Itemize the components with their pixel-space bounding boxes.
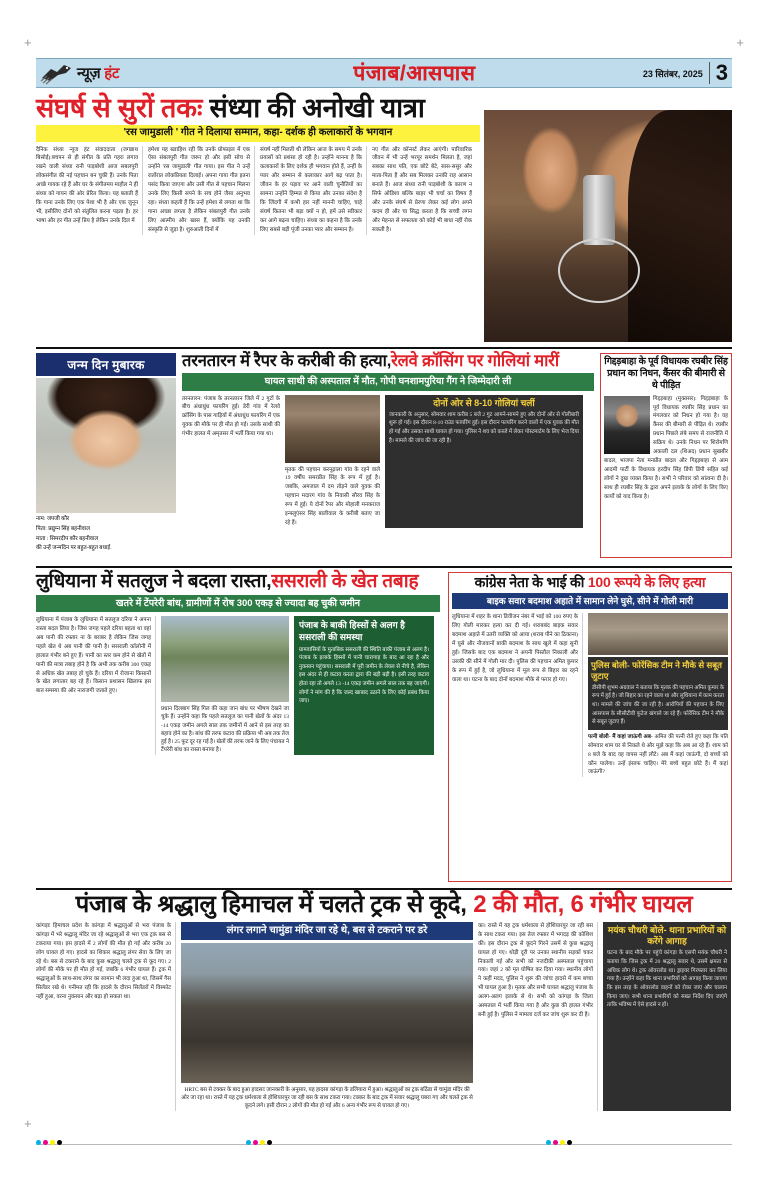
lead-story-photo	[484, 110, 732, 342]
black-dot-icon	[567, 1140, 572, 1145]
congress-columns	[452, 613, 728, 777]
cmyk-dot-group	[546, 1140, 572, 1145]
birthday-wish: की उन्हें जन्मदिन पर बहुत-बहुत बधाई.	[36, 545, 112, 552]
himachal-side-title: मयंक चौधरी बोले- थाना प्रभारियों को करेंगे आगाह	[607, 924, 727, 947]
tarn-taran-photo-col	[285, 395, 380, 528]
ghidderbaha-photo	[604, 396, 650, 454]
congress-story	[448, 572, 732, 882]
yellow-dot-icon	[50, 1140, 55, 1145]
himachal-story	[36, 893, 732, 1133]
lead-columns	[36, 146, 480, 235]
lead-col-1: दैनिक संध्या न्यूज हंट संवाददाता (जगन्नाथ बिसोई):बचपन से ही संगीत के प्रति गहरा लगाव रखने वाली संध्या रानी पाड़बोशी आज सबलपुरी लोकसंगीत की नई पहचान बन चुकी हैं। उनके पिता अच्छे गायक रहे हैं और घर के संगीतमय माहौल ने ही संध्या को गायन की ओर प्रेरित किया। यह बताती हैं कि गाना उनके लिए एक पेशा भी है और एक जुनून भी, इसीलिए दोनों को संतुलित करना पड़ता है। हर भाषा और हर गीत उन्हें प्रिय है लेकिन उनके दिल में	[36, 146, 143, 235]
ghidderbaha-body: गिद्दड़बाहा (मुक्तसर): गिद्दड़बाहा के पूर्व विधायक रघबीर सिंह प्रधान का मंगलवार को निधन हो गया है। वह कैंसर की बीमारी से पीड़ित थे। रघबीर प्रधान पिछले लंबे समय से राजनीति में सक्रिय थे। उनके निधन पर शिरोमणि अकाली दल (शिअद) प्रधान सुखबीर बादल, भाजपा नेता मनप्रीत बादल और गिद्दड़बाहा से आम आदमी पार्टी के विधायक हरदीप सिंह डिंपी डिंपी सहित कई लोगों ने दुख व्यक्त किया है। सभी ने परिवार को सांत्वना दी है। साथ ही रघबीर सिंह के द्वारा अपने इलाके के लोगों के लिए किए कार्यों को याद किया है।	[604, 395, 728, 500]
himachal-col-3: का। रास्ते में यह ट्रक धर्मशाला से होशियारपुर जा रही बस के साथ टकरा गया। इस तेज रफ्तार में भगदड़ की कोशिश की। इस दौरान ट्रक से कूदने गिरने उसमें से कुछ श्रद्धालु घायल हो गए। थोड़ी दूरी पर उनका स्थानीय सड़कों चकर निकाली गई और सभी को नजदीकी अस्पताल पहुंचाया गया। जहां 2 को मृत घोषित कर दिया गया। स्थानीय लोगों ने कहीं मदद, पुलिस ने शुरू की जांचः हादसे में कम बच्चा भी घायल हुआ है। मृतक और सभी घायल श्रद्धालु पंजाब के अलग-अलग इलाके से थे। सभी को कांगड़ा के जिला अस्पताल में भर्ती किया गया है और कुछ की हालत गंभीर बनी हुई है। पुलिस ने मामला दर्ज कर जांच शुरू कर दी है।	[478, 922, 598, 1111]
congress-right-col	[588, 613, 728, 777]
himachal-photo-caption: HRTC बस से टक्कर के बाद हुआ हादसाः जानकारी के अनुसार, यह हादसा कांगड़ा के डलियारा में हुआ। श्रद्धालुओं का ट्रक बठिंडा से चामुंडा मंदिर की ओर जा रहा था। रास्ते में यह ट्रक धर्मशाला से होशियारपुर जा रही बस के साथ टकरा गया। टक्कर के बाद ट्रक में सवार श्रद्धालु घबरा गए और चलते ट्रक से कूदने लगे। इसी दौरान 2 लोगों की मौत हो गई और 6 अन्य गंभीर रूप से घायल हो गए।	[181, 1086, 473, 1110]
ludhiana-headline-black: लुधियाना में सतलुज ने बदला रास्ता,	[36, 571, 272, 592]
congress-photo	[588, 613, 728, 655]
birthday-mother: सिमरदीप कौर बहनीवाल	[49, 535, 99, 542]
crop-mark-icon: +	[24, 1116, 32, 1131]
lead-col-3: संघर्ष नहीं मिलती थी लेकिन आज के समय में उनके प्रयासों को प्रशंसा हो रही है। उन्होंने मानना है कि कलाकारों के लिए दर्शक ही भगवान होते हैं, उन्हीं के प्यार और सम्मान से कलाकार आगे बढ़ पाता है। जीवन के हर पड़ाव पर आने वाली चुनौतियों का सामना उन्होंने हिम्मत से किया और उनका संदेश है कि जिंदगी में कभी हार नहीं माननी चाहिए, चाहे संघर्ष कितना भी बड़ा क्यों न हो, हमें उसे स्वीकार कर आगे बढ़ना चाहिए। संध्या का कहना है कि उनके लिए सबसे बड़ी पूंजी उनका प्यार और सम्मान है।	[260, 146, 367, 235]
birthday-mother-label: माता :	[36, 535, 49, 542]
himachal-side-body: घटना के बाद मौके पर पहुंचे कांगड़ा के एसपी मयंक चौधरी ने बताया कि जिस ट्रक में 20 श्रद्धालु सवार थे, उसमें क्षमता से अधिक लोग थे। ट्रक ओवरलोड था। ड्राइवर गिरफ्तार कर लिया गया है। उन्होंने कहा कि थाना प्रभारियों को आगाह किया जाएगा कि इस तरह के ओवरलोड वाहनों को रोका जाए और चालान किया जाए। सभी थाना प्रभारियों को सख्त निर्देश दिए जाएंगे ताकि भविष्य में ऐसे हादसे न हों।	[607, 950, 727, 1009]
cyan-dot-icon	[36, 1140, 41, 1145]
lead-subhead: 'रस जामुडाली ' गीत ने दिलाया सम्मान, कहा- दर्शक ही कलाकारों के भगवान	[36, 125, 480, 142]
ludhiana-side-title: पंजाब के बाकी हिस्सों से अलग है ससराली की समस्या	[299, 620, 405, 642]
yellow-dot-icon	[260, 1140, 265, 1145]
logo-word-2: हंट	[104, 65, 120, 82]
himachal-headline-red: 2 की मौत, 6 गंभीर घायल	[473, 891, 693, 918]
lead-headline-black: संध्या की अनोखी यात्रा	[202, 93, 425, 123]
congress-wife-quote-title: पत्नी बोली- मैं कहां जाऊंगी अब-	[588, 733, 653, 740]
tarn-taran-headline-black: तरनतारन में रैपर के करीबी की हत्या,	[182, 352, 392, 370]
ghidderbaha-body-zone	[604, 395, 728, 502]
congress-wife-quote	[588, 733, 728, 778]
birthday-father-label: पिता:	[36, 525, 47, 532]
congress-police-body: डीसीपी शुभम अग्रवाल ने बताया कि मृतक की पहचान अमित कुमार के रूप में हुई है। जो बिहार का रहने वाला था और लुधियाना में काम करता था। मामले की जांच की जा रही है। आरोपियों की पहचान के लिए आसपास के सीसीटीवी फुटेज खंगाले जा रहे हैं। फोरेंसिक टीम ने मौके से सबूत जुटाए हैं।	[592, 684, 724, 726]
birthday-header: जन्म दिन मुबारक	[36, 353, 176, 376]
photo-detail	[628, 110, 732, 342]
publication-date: 23 सितंबर, 2025	[642, 68, 703, 79]
publication-logo[interactable]	[36, 59, 186, 87]
ludhiana-side-panel	[294, 616, 434, 755]
tarn-taran-photo	[285, 395, 380, 463]
ghidderbaha-headline: गिद्दड़बाहा के पूर्व विधायक रघबीर सिंह प्रधान का निधन, कैंसर की बीमारी से थे पीड़ित	[604, 356, 728, 391]
ludhiana-photo-col	[161, 616, 289, 755]
himachal-headline-black: पंजाब के श्रद्धालु हिमाचल में चलते ट्रक से कूदे,	[75, 891, 474, 918]
cmyk-dot-group	[36, 1140, 62, 1145]
tarn-taran-subhead: घायल साथी की अस्पताल में मौत, गोपी घनशामपुरिया गैंग ने जिम्मेदारी ली	[182, 373, 594, 390]
black-dot-icon	[57, 1140, 62, 1145]
tarn-taran-headline-red: रेलवे क्रॉसिंग पर गोलियां मारीं	[391, 352, 559, 370]
himachal-photo	[181, 943, 473, 1083]
tarn-taran-col-2: मृतक की पहचान करनूढ़ाला गांव के रहने वाले 19 वर्षीय समरप्रीत सिंह के रूप में हुई है। जबकि, अमजाल में दम तोड़ने वाले युवक की पहचान मदारग गांव के निवासी सौरव सिंह के रूप में हुई। ये दोनों रैपर और मोहाली मनकराज इन्फ्लुएंसर सिंह बालीवाल के करीबी बताए जा रहे हैं।	[285, 466, 380, 526]
himachal-side-panel	[603, 922, 731, 1111]
himachal-center-col	[181, 922, 473, 1111]
registration-line	[36, 1144, 732, 1145]
lead-story	[36, 92, 732, 342]
yellow-dot-icon	[560, 1140, 565, 1145]
congress-police-title: पुलिस बोली- फोरेंसिक टीम ने मौके से सबूत जुटाए	[591, 660, 722, 681]
microphone-detail	[583, 175, 615, 245]
magenta-dot-icon	[553, 1140, 558, 1145]
tarn-taran-side-body: जानकारी के अनुसार, सोमवार शाम करीब 5 बजे 2 गुट आमने-सामने हुए और दोनों ओर से गोलीबारी शुरू हो गई। इस दौरान 8-10 राउंड फायरिंग हुई। इस दौरान फायरिंग करने वालों में एक युवक की मौत हो गई और उसका साथी घायल हो गया। पुलिस ने शव को कब्जे में लेकर पोस्टमार्टम के लिए भेज दिया है। मामले की जांच की जा रही है।	[389, 411, 579, 444]
birthday-box	[36, 353, 176, 558]
birthday-name-label: नाम:	[36, 516, 46, 522]
birthday-photo	[36, 378, 176, 513]
ludhiana-photo	[161, 616, 289, 702]
page-number: 3	[709, 62, 728, 84]
lead-headline	[36, 92, 480, 123]
birthday-details	[36, 513, 176, 554]
congress-police-panel	[588, 657, 728, 729]
ludhiana-headline-red: ससराली के खेत तबाह	[271, 571, 419, 592]
section-divider	[36, 888, 732, 890]
lead-headline-red: संघर्ष से सुरों तकः	[36, 93, 203, 123]
tarn-taran-story	[182, 353, 594, 558]
tarn-taran-side-panel	[385, 395, 583, 528]
crop-mark-icon: +	[736, 35, 744, 50]
lead-col-4: नए गीत और कॉन्सर्ट लेकर आएंगी। पारिवारिक जीवन में भी उन्हें भरपूर समर्थन मिलता है, जहां सबका साथ पति, एक छोटे बेटे, सास-ससुर और माता-पिता हैं और सब मिलकर उनकी राह आसान बनाते हैं। आज संध्या रानी पाड़बोशी के कारण न सिर्फ ओडिशा बल्कि बाहर भी चर्चा का विषय हैं और उनके संघर्ष से प्रेरणा लेकर कई लोग अपने कदम ही और चा सिद्ध करता है कि सच्ची लगन और मेहनत से सफलता को कोई भी बाधा नहीं रोक सकती है।	[372, 146, 472, 233]
congress-headline-black: कांग्रेस नेता के भाई की	[474, 574, 588, 590]
congress-headline	[452, 575, 728, 590]
masthead-right	[643, 62, 732, 84]
logo-word-1: न्यूज़	[77, 65, 101, 82]
ludhiana-col-1: लुधियाना में पंजाब के लुधियाना में सतलुज दरिया ने अपना रास्ता बदल लिया है। जिस जगह पहले दरिया बहता था वहां अब पानी की रफ्तार ना के बराबर है लेकिन जिस जगह पहले खेत थे अब पानी की पानी है। ससराली कॉलोनी में हालात गंभीर बने हुए हैं। पानी का स्तर कम होने से खेतों में पानी की मात्रा तबाह होने है कि अभी तक करीब 300 एकड़ से अधिक खेत तबाह हो चुके हैं। दरिया में रोजाना किसानों के खेत लगातार बह रहे हैं। किसान प्रशासन खिलाफ इस बात समस्या की ओर नाराजगी जताते हुए।	[36, 616, 156, 755]
logo-text	[77, 63, 119, 83]
magenta-dot-icon	[253, 1140, 258, 1145]
himachal-columns	[36, 922, 732, 1111]
himachal-headline	[36, 893, 732, 918]
bird-logo-icon	[40, 61, 74, 85]
cmyk-registration-strip	[36, 1140, 732, 1148]
section-divider	[36, 347, 732, 349]
ludhiana-side-body: ग्रामवासियों के मुताबिक ससराली की स्थिति बाकी पंजाब से अलग है। पंजाब के इलाके हिस्सों में पानी चारागाह के बाद आ रहा है और नुकसान पहुंचाया। ससराली में पूरी जमीन के लेवल से नीचे है, लेकिन इस अंदर से ही कटाव करता द्वारा की बड़ी बड़ी है। इसी तरह कटाव होता रहा तो अगले 13 -14 एकड़ जमीन अगले साल तक बह जाएगी। लोगों ने मांग की है कि जल्द खाबाद उठाने के लिए कोई प्रबंध किया जाए।	[299, 646, 429, 705]
himachal-col-1: कांगड़ाः हिमाचल प्रदेश के कांगड़ा में श्रद्धालुओं से भरा पंजाब के कांगड़ा में भरे श्रद्धालु मंदिर जा रहे श्रद्धालुओं से भरा एक ट्रक बस से टकराया गया। इस हादसे में 2 लोगों की मौत हो गई और करीब 20 लोग घायल हो गए। हादसे का शिकार श्रद्धालु लंगर सेवा के लिए जा रहे थे। बस से टकराने के बाद कुछ श्रद्धालु चलते ट्रक से कूद गए। 2 लोगों की मौके पर ही मौत हो गई, जबकि 6 गंभीर घायल हैं। ट्रक में श्रद्धालुओं के साथ-साथ लंगर का सामान भी लदा हुआ था, जिसमें गैस सिलेंडर रखे थे। गनीमत रही कि हादसे के दौरान सिलेंडरों में विस्फोट नहीं हुआ, वरना नुकसान और बढ़ा हो सकता था।	[36, 922, 176, 1111]
tarn-taran-col-1: तरनतारन: पंजाब के तरनतारन जिले में 2 गुटों के बीच अंधाधुंध फायरिंग हुई। डेरी गांव में रेलवे क्रॉसिंग के पास गाड़ियों में अंधाधुंध फायरिंग में एक युवक की मौके पर ही मौत हो गई। उसके साथी की गंभीर हालत में अमृतसर में भर्ती किया गया था।	[182, 395, 280, 438]
congress-col-1: लुधियाना में शहर के थाना डिवीजन नंबर में भाई को 100 रुपए के लिए गोली मारकर हत्या कर दी गई। शराबबंद बाइक सवार बदमाश अहाते में उतरी व्यक्ति को आया (शराब पीने का ठिकाना) में घुसे और नौजवानों बाकी बदमाश के साथ खुले में कहा सुनी हुई। जिसके बाद एक बदमाश ने अपनी पिस्तौल निकाली और उसकी की सीने में गोली मार दी। पुलिस की पहचान अमित कुमार के रूप में हुई है, जो लुधियाना में मूल रूप से बिहार का रहने वाला था। घटना के बाद दोनों बदमाश मौके से फरार हो गए।	[452, 613, 583, 777]
congress-headline-red: 100 रूपये के लिए हत्या	[587, 574, 706, 590]
birthday-name: जपजी कौर	[46, 516, 70, 522]
crop-mark-icon: +	[24, 35, 32, 50]
ludhiana-story	[36, 572, 440, 882]
magenta-dot-icon	[43, 1140, 48, 1145]
ludhiana-photo-caption: प्रधान दिलबाग सिंह गिल की कहा जान बांध पर भीषण देखने जा चुके हैं। उन्होंने कहा कि पहले सतलुज का पानी खेतों के अंदर 13 -14 एकड़ जमीन अगले साल तक जमीनों में आने से इस तरह का बहाव होने का है। बांध की तरफ कटाव की प्रक्रिया भी अब तक तेज हुई है। 25 फुट दूर रह गई है। खेतों की तरफ जाने के लिए पंचायत ने टैंपरेरी बांध का रास्ता बनाया है।	[161, 706, 289, 754]
section-divider	[36, 566, 732, 568]
tarn-taran-headline	[182, 353, 594, 370]
ghidderbaha-story	[600, 353, 732, 558]
ludhiana-columns	[36, 616, 440, 755]
himachal-subhead: लंगर लगाने चामुंडा मंदिर जा रहे थे, बस से टकराने पर डरे	[181, 922, 473, 940]
congress-wife-quote-body: अमित की पत्नी रोते हुए कहा कि पति सोमवार शाम घर से निकले थे और मुझे कहा कि अब आ रहे हैं। शाम को 8 बजे के बाद वह वापस नहीं लौटे। अब मैं कहां जाऊंगी, दो बच्चों को कौन पालेगा। उन्हें इंसाफ चाहिए। मेरे बच्चे बहुत छोटे हैं। मैं कहां जाऊंगी?	[588, 733, 729, 776]
ludhiana-headline	[36, 572, 440, 592]
congress-subhead: बाइक सवार बदमाश अहाते में सामान लेने घुसे, सीने में गोली मारी	[452, 593, 728, 610]
masthead	[36, 58, 732, 88]
cyan-dot-icon	[546, 1140, 551, 1145]
cmyk-dot-group	[246, 1140, 272, 1145]
mic-shock-mount-detail	[558, 238, 640, 303]
birthday-father: प्रद्युम्न सिंह बहनीवाल	[48, 525, 90, 532]
cyan-dot-icon	[246, 1140, 251, 1145]
tarn-taran-side-title: दोनों ओर से 8-10 गोलियां चलीं	[433, 397, 535, 408]
black-dot-icon	[267, 1140, 272, 1145]
lead-col-2: हमेशा यह ख्वाहिश रही कि उनके प्रोफाइल में एक ऐसा संबलपुरी गीत जरूर हो और इसी सोच से उन्होंने 'रस जामुडाली' गीत गाया। इस गीत ने उन्हें रातोंरात लोकप्रियता दिलाई। अपना गाया गीत इतना पसंद किया जाएगा और उसी गीत से पहचान मिलना उनके लिए किसी सपने के सच होने जैसा अनुभव रहा। संध्या कहती हैं कि उन्हें हमेशा से लगता था कि गाना अच्छा लगता है लेकिन संबलपुरी गीत उनके लिए आत्मीय और खास हैं, क्योंकि यह उनकी संस्कृति से जुड़ा है। शुरुआती दिनों में	[148, 146, 255, 235]
section-title: पंजाब/आसपास	[353, 62, 476, 85]
ludhiana-subhead: खतरे में टेंपरेरी बांध, ग्रामीणों में रोष 300 एकड़ से ज्यादा बह चुकी जमीन	[36, 595, 440, 612]
lead-story-text-zone	[36, 92, 480, 342]
tarn-taran-columns	[182, 395, 594, 528]
